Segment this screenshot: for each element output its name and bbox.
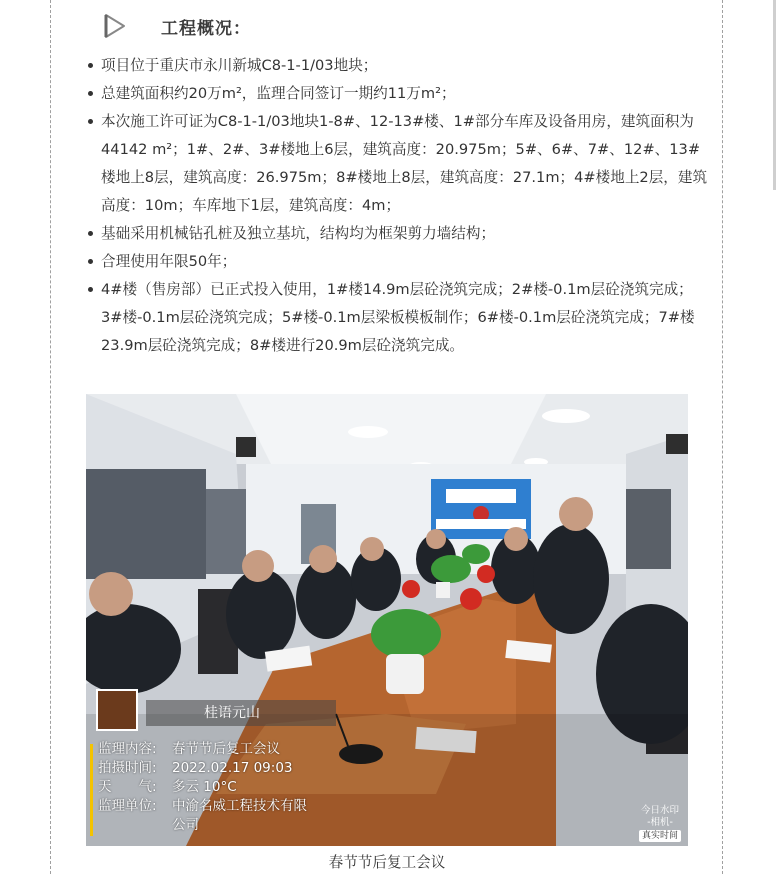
list-item: 总建筑面积约20万m²，监理合同签订一期约11万m²； (86, 80, 712, 108)
watermark-value: 2022.02.17 09:03 (172, 760, 293, 776)
meeting-photo (86, 394, 688, 846)
camera-app-stamp (636, 805, 684, 842)
photo-caption: 春节节后复工会议 (328, 854, 446, 871)
stamp-line: -相机- (647, 817, 673, 828)
watermark-accent-bar (90, 744, 93, 836)
watermark-value: 春节节后复工会议 (172, 741, 280, 757)
watermark-row (98, 759, 312, 778)
list-item: 4#楼（售房部）已正式投入使用，1#楼14.9m层砼浇筑完成；2#楼-0.1m层砼浇筑完成；3#楼-0.1m层砼浇筑完成；5#楼-0.1m层梁板模板制作；6#楼-0.1m层砼浇筑完成；7#楼23.9m层砼浇筑完成；8#楼进行20.9m层砼浇筑完成。 (86, 276, 712, 360)
watermark-label: 拍摄时间: (98, 760, 157, 776)
watermark-row (98, 740, 312, 759)
list-item: 项目位于重庆市永川新城C8-1-1/03地块； (86, 52, 712, 80)
watermark-label: 监理内容: (98, 741, 157, 757)
play-triangle-icon (103, 13, 127, 39)
section-header (103, 12, 251, 40)
section-title: 工程概况： (161, 18, 251, 39)
watermark-location: 桂语元山 (146, 700, 336, 726)
watermark-logo (96, 689, 138, 731)
watermark-value: 中渝名威工程技术有限公司 (172, 798, 307, 833)
watermark-label: 天 气: (98, 779, 157, 795)
watermark-row (98, 778, 312, 797)
watermark-row (98, 797, 312, 835)
watermark-value: 多云 10°C (172, 779, 237, 795)
stamp-badge: 真实时间 (639, 830, 681, 842)
stamp-line: 今日水印 (640, 805, 679, 816)
project-facts-list (86, 52, 712, 360)
watermark-label: 监理单位: (98, 798, 157, 814)
list-item: 本次施工许可证为C8-1-1/03地块1-8#、12-13#楼、1#部分车库及设备用房，建筑面积为44142 m²；1#、2#、3#楼地上6层，建筑高度：20.975m；5#、6#、7#、12#、13#楼地上8层，建筑高度：26.975m；8#楼地上8层，建筑高度：27.1m；4#楼地上2层，建筑高度：10m；车库地下1层，建筑高度：4m； (86, 108, 712, 220)
list-item: 基础采用机械钻孔桩及独立基坑，结构均为框架剪力墙结构； (86, 220, 712, 248)
watermark-info (98, 740, 312, 835)
list-item: 合理使用年限50年； (86, 248, 712, 276)
